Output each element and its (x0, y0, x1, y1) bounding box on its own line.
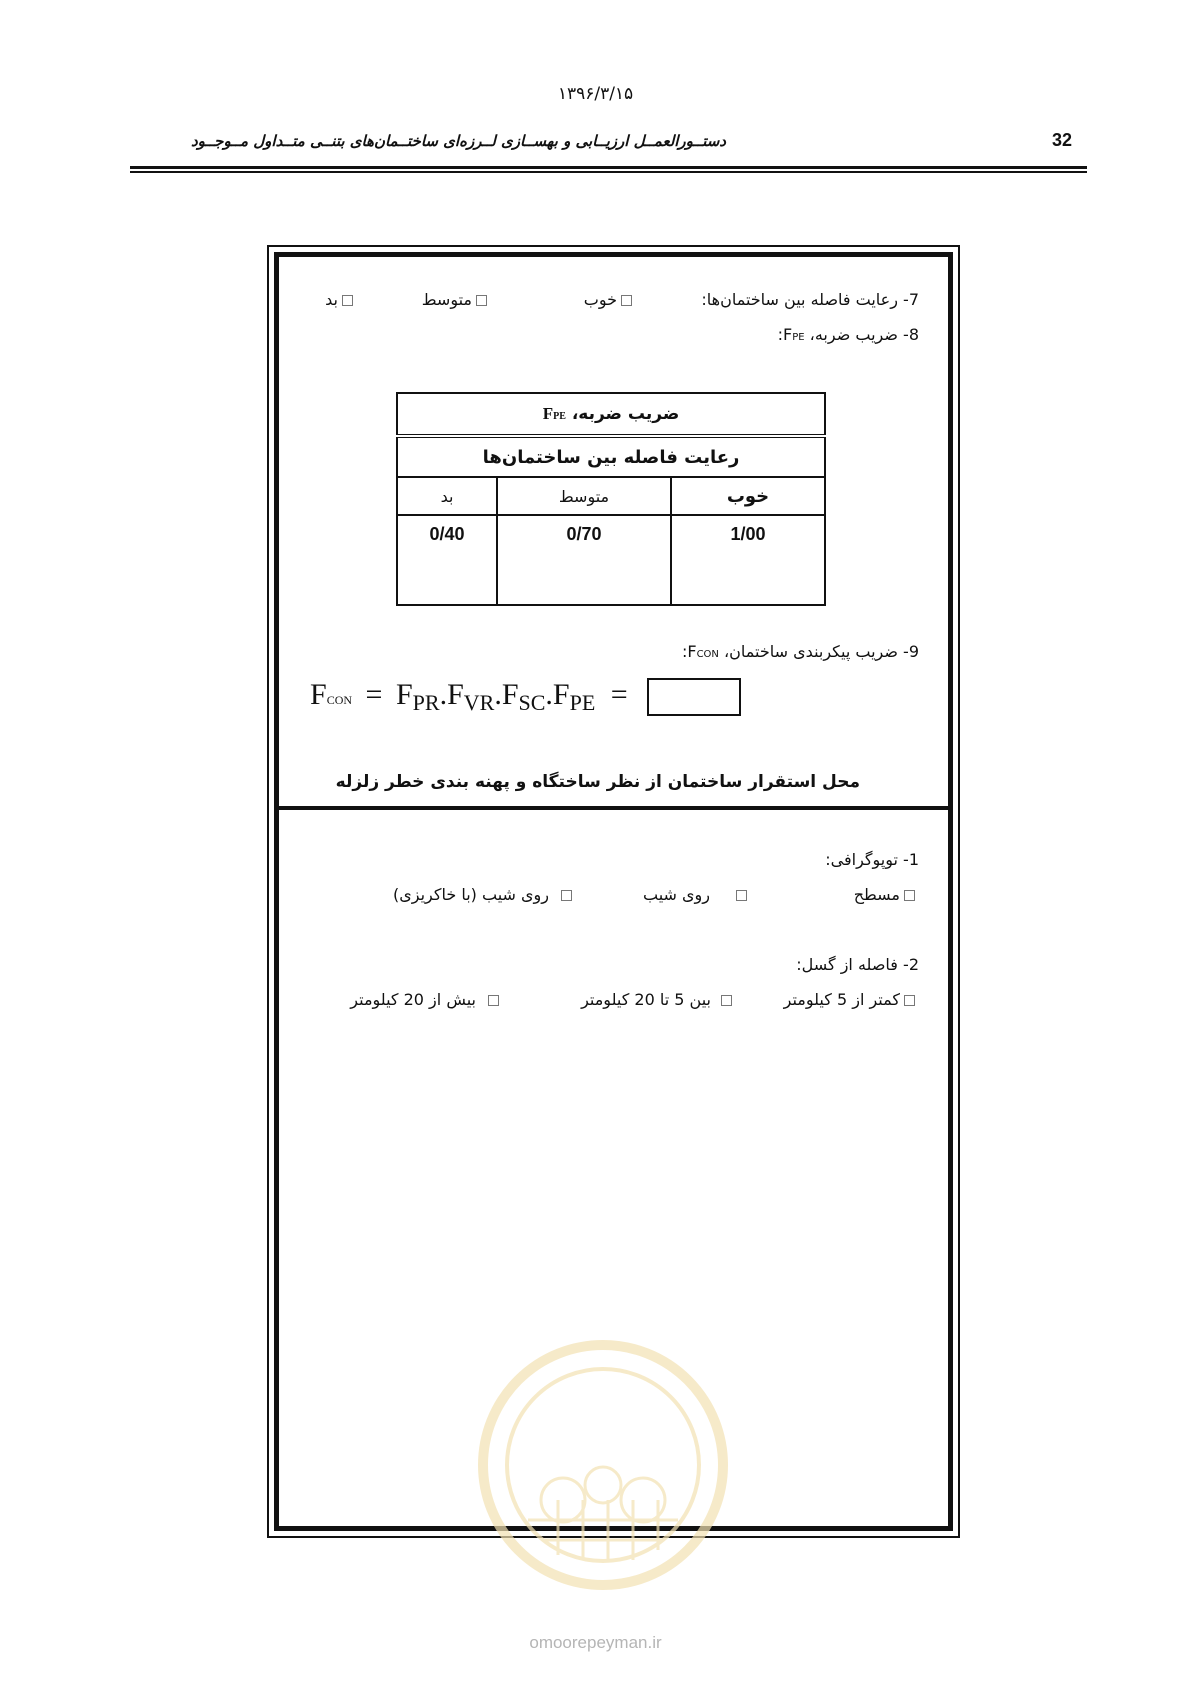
fpe-value-good: 1/00 (671, 515, 825, 605)
header-title: دستــورالعمــل ارزیــابی و بهســازی لــرزه‌ای ساختــمان‌های بتنــی متــداول مــوجــود (190, 132, 726, 150)
item9-label: 9- ضریب پیکربندی ساختمان، FCON: (681, 642, 919, 661)
topography-option-flat[interactable]: مسطح (854, 885, 919, 904)
checkbox-icon[interactable] (621, 295, 632, 306)
fault-option-over-20[interactable]: بیش از 20 کیلومتر (350, 990, 503, 1009)
item7-option-medium[interactable]: متوسط (422, 290, 491, 309)
fpe-value-medium: 0/70 (497, 515, 671, 605)
fcon-formula: FCON = $F_{PR}.F_{VR}.F_{SC}.F_{PE}$ = (310, 678, 741, 716)
fpe-col-medium: متوسط (497, 477, 671, 515)
checkbox-icon[interactable] (721, 995, 732, 1006)
checkbox-icon[interactable] (488, 995, 499, 1006)
watermark-site: omoorepeyman.ir (529, 1633, 662, 1652)
header-rule (130, 166, 1087, 169)
fpe-col-good: خوب (671, 477, 825, 515)
fault-option-5-to-20[interactable]: بین 5 تا 20 کیلومتر (581, 990, 736, 1009)
item8-label: 8- ضریب ضربه، FPE: (777, 325, 919, 344)
fpe-table (396, 392, 826, 606)
item7-option-good[interactable]: خوب (584, 290, 636, 309)
section-divider (274, 806, 953, 810)
fault-option-under-5[interactable]: کمتر از 5 کیلومتر (784, 990, 919, 1009)
gear-seal-icon (488, 1350, 718, 1580)
checkbox-icon[interactable] (561, 890, 572, 901)
fault-distance-label: 2- فاصله از گسل: (796, 955, 919, 974)
checkbox-icon[interactable] (904, 890, 915, 901)
topography-option-slope[interactable]: روی شیب (643, 885, 751, 904)
fpe-value-bad: 0/40 (397, 515, 497, 605)
header-rule-thin (130, 171, 1087, 173)
watermark-logo (478, 1340, 728, 1590)
fpe-table-title: ضریب ضربه، FPE (397, 393, 825, 436)
item7-label: 7- رعایت فاصله بین ساختمان‌ها: (701, 290, 919, 309)
item7-option-bad[interactable]: بد (325, 290, 357, 309)
fpe-col-bad: بد (397, 477, 497, 515)
fcon-result-box[interactable] (647, 678, 741, 716)
checkbox-icon[interactable] (736, 890, 747, 901)
topography-option-slope-fill[interactable]: روی شیب (با خاکریزی) (393, 885, 576, 904)
topography-label: 1- توپوگرافی: (825, 850, 919, 869)
checkbox-icon[interactable] (904, 995, 915, 1006)
checkbox-icon[interactable] (476, 295, 487, 306)
header-date: ۱۳۹۶/۳/۱۵ (557, 84, 634, 104)
checkbox-icon[interactable] (342, 295, 353, 306)
page-number: 32 (1052, 130, 1073, 150)
section-title: محل استقرار ساختمان از نظر ساختگاه و پهنه بندی خطر زلزله (335, 772, 860, 792)
fpe-table-subtitle: رعایت فاصله بین ساختمان‌ها (397, 436, 825, 477)
